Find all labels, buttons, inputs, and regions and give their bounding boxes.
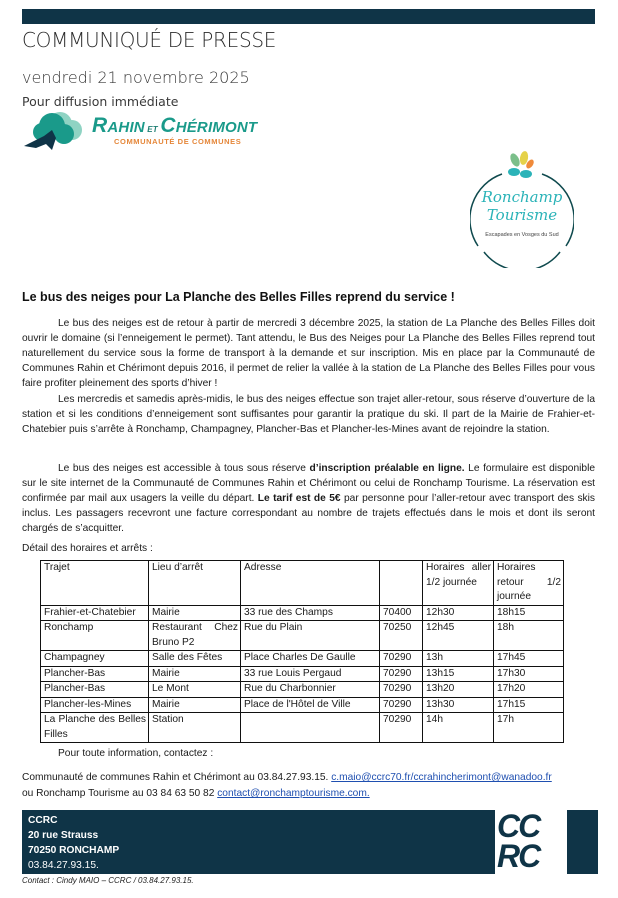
table-row — [41, 682, 564, 698]
cell-aller: 13h — [423, 651, 494, 667]
schedule-label: Détail des horaires et arrêts : — [22, 543, 153, 554]
cell-retour: 17h45 — [494, 651, 564, 667]
table-header-row — [41, 561, 564, 606]
contact-intro: Pour toute information, contactez : — [58, 748, 214, 759]
table-row — [41, 621, 564, 651]
table-row — [41, 651, 564, 667]
cell-postcode: 70400 — [380, 605, 423, 621]
cell-adresse: 33 rue Louis Pergaud — [241, 666, 380, 682]
cell-retour: 18h — [494, 621, 564, 651]
header-trajet: Trajet — [41, 561, 149, 606]
cell-trajet: Frahier-et-Chatebier — [41, 605, 149, 621]
rahin-cherimont-subtitle: COMMUNAUTÉ DE COMMUNES — [114, 137, 242, 146]
rahin-cherimont-logo — [22, 110, 282, 154]
article-headline: Le bus des neiges pour La Planche des Belles Filles reprend du service ! — [22, 290, 455, 304]
leaves-icon — [506, 150, 538, 180]
schedule-table — [40, 560, 564, 743]
article-paragraph-2: Les mercredis et samedis après-midis, le bus des neiges effectue son trajet aller-retour, sous réserve d’ouverture de la station et si les conditions d’enneigement sont suffisantes pour garantir la pratique du ski. Il part de la Mairie de Frahier-et-Chatebier puis s’arrête à Ronchamp, Champagney, Plancher-Bas et Plancher-les-Mines avant de rejoindre la station. — [22, 394, 595, 435]
cell-lieu: Mairie — [149, 666, 241, 682]
cell-postcode: 70290 — [380, 682, 423, 698]
header-lieu: Lieu d’arrêt — [149, 561, 241, 606]
header-adresse: Adresse — [241, 561, 380, 606]
ronchamp-email-link[interactable]: contact@ronchamptourisme.com. — [217, 788, 370, 799]
contact-line-ronchamp: ou Ronchamp Tourisme au 03 84 63 50 82 contact@ronchamptourisme.com. — [22, 788, 370, 799]
footer-street: 20 rue Strauss — [28, 830, 99, 841]
cell-trajet: Champagney — [41, 651, 149, 667]
cell-aller: 13h20 — [423, 682, 494, 698]
cell-postcode: 70290 — [380, 651, 423, 667]
header-postcode — [380, 561, 423, 606]
cell-postcode: 70250 — [380, 621, 423, 651]
cell-lieu: Mairie — [149, 605, 241, 621]
cell-lieu: Restaurant Chez Bruno P2 — [149, 621, 241, 651]
cell-aller: 12h45 — [423, 621, 494, 651]
cell-adresse — [241, 713, 380, 743]
cell-aller: 12h30 — [423, 605, 494, 621]
header-horaires-retour: Horaires retour 1/2 journée — [494, 561, 564, 606]
header-bar — [22, 9, 595, 24]
diffusion-note: Pour diffusion immédiate — [22, 94, 179, 109]
cell-trajet: La Planche des Belles Filles — [41, 713, 149, 743]
table-row — [41, 713, 564, 743]
tree-wolf-icon — [22, 110, 88, 154]
ccrc-logo: CC RC — [495, 810, 567, 876]
cell-adresse: Rue du Plain — [241, 621, 380, 651]
cell-retour: 17h15 — [494, 697, 564, 713]
cell-trajet: Plancher-Bas — [41, 682, 149, 698]
cell-postcode: 70290 — [380, 666, 423, 682]
ronchamp-wordmark: Ronchamp — [481, 188, 563, 206]
contact-line-ccrc: Communauté de communes Rahin et Chérimont au 03.84.27.93.15. c.maio@ccrc70.fr/ccrahincherimont@wanadoo.fr — [22, 772, 552, 783]
price-emphasis: Le tarif est de 5€ — [257, 493, 341, 504]
cell-postcode: 70290 — [380, 697, 423, 713]
article-paragraph-3: Le bus des neiges est accessible à tous sous réserve d’inscription préalable en ligne. Le formulaire est disponible sur le site internet de la Communauté de Communes Rahin et Chérimont ou celui de Ronchamp Tourisme. La réservation est confirmée par mail aux usagers la veille du départ. Le tarif est de 5€ par personne pour l’aller-retour avec transport des skis inclus. Les passagers recevront une facture correspondant au nombre de trajets effectués dans le mois et dont ils seront chargés de s’acquitter. — [22, 463, 596, 534]
table-row — [41, 605, 564, 621]
cell-lieu: Mairie — [149, 697, 241, 713]
footer-city: 70250 RONCHAMP — [28, 845, 120, 856]
cell-aller: 13h30 — [423, 697, 494, 713]
footer-contact-note: Contact : Cindy MAIO – CCRC / 03.84.27.93.15. — [22, 876, 194, 885]
ccrc-email-link[interactable]: c.maio@ccrc70.fr/ccrahincherimont@wanadoo.fr — [331, 772, 552, 783]
cell-lieu: Station — [149, 713, 241, 743]
cell-adresse: Rue du Charbonnier — [241, 682, 380, 698]
article-paragraph-1: Le bus des neiges est de retour à partir de mercredi 3 décembre 2025, la station de La Planche des Belles Filles doit ouvrir le domaine (si l’enneigement le permet). Tant attendu, le Bus des Neiges pour La Planche des Belles Filles reprend tout naturellement du service sous la forme de transport à la demande et sur inscription. Mis en place par la Communauté de Communes Rahin et Chérimont depuis 2016, il permet de relier la vallée à la station de La Planche des Belles Filles pour vous faire profiter pleinement des sports d’hiver ! — [22, 318, 595, 389]
ronchamp-tourisme-logo — [466, 150, 578, 268]
press-release-title: COMMUNIQUÉ DE PRESSE — [22, 28, 277, 52]
footer-org: CCRC — [28, 815, 58, 826]
cell-postcode: 70290 — [380, 713, 423, 743]
press-release-date: vendredi 21 novembre 2025 — [22, 68, 250, 87]
table-row — [41, 697, 564, 713]
cell-retour: 17h — [494, 713, 564, 743]
rahin-cherimont-wordmark: RAHIN ET CHÉRIMONT — [92, 114, 258, 137]
cell-aller: 14h — [423, 713, 494, 743]
cell-lieu: Le Mont — [149, 682, 241, 698]
cell-aller: 13h15 — [423, 666, 494, 682]
cell-retour: 18h15 — [494, 605, 564, 621]
cell-adresse: Place Charles De Gaulle — [241, 651, 380, 667]
cell-adresse: Place de l'Hôtel de Ville — [241, 697, 380, 713]
cell-retour: 17h20 — [494, 682, 564, 698]
header-horaires-aller: Horaires aller 1/2 journée — [423, 561, 494, 606]
cell-retour: 17h30 — [494, 666, 564, 682]
cell-lieu: Salle des Fêtes — [149, 651, 241, 667]
table-row — [41, 666, 564, 682]
cell-trajet: Plancher-les-Mines — [41, 697, 149, 713]
cell-trajet: Plancher-Bas — [41, 666, 149, 682]
footer-phone: 03.84.27.93.15. — [28, 860, 99, 871]
registration-emphasis: d’inscription préalable en ligne. — [309, 463, 465, 474]
cell-trajet: Ronchamp — [41, 621, 149, 651]
ronchamp-tagline: Escapades en Vosges du Sud — [485, 232, 559, 238]
footer-address — [28, 813, 119, 873]
footer-banner — [22, 810, 598, 874]
tourisme-wordmark: Tourisme — [486, 206, 558, 224]
cell-adresse: 33 rue des Champs — [241, 605, 380, 621]
